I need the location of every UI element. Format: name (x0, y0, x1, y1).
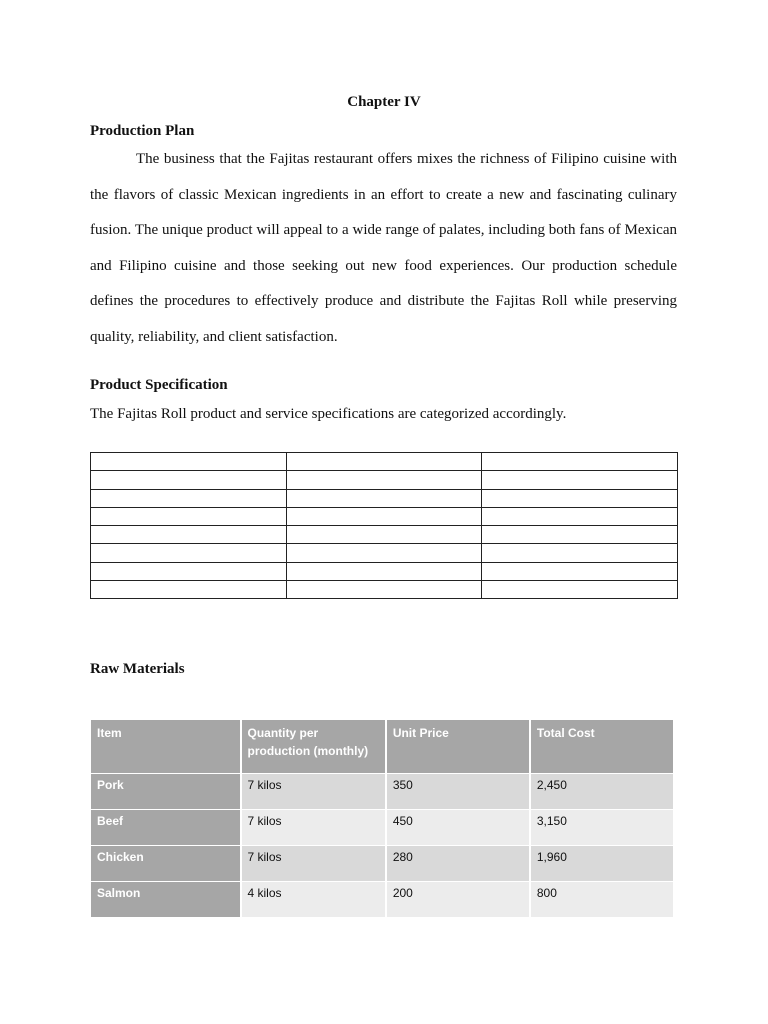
row-unit-price: 200 (387, 882, 529, 917)
chapter-title: Chapter IV (347, 94, 421, 110)
table-cell (286, 581, 482, 599)
table-cell (91, 526, 287, 544)
row-item-name: Beef (91, 810, 240, 845)
table-cell (286, 489, 482, 507)
table-cell (91, 489, 287, 507)
table-cell (286, 562, 482, 580)
table-row (91, 882, 673, 917)
column-header-quantity: Quantity per production (monthly) (242, 720, 385, 773)
table-row (91, 581, 678, 599)
table-row (91, 489, 678, 507)
table-cell (91, 562, 287, 580)
row-unit-price: 280 (387, 846, 529, 881)
table-cell (91, 453, 287, 471)
column-header-total-cost: Total Cost (531, 720, 673, 773)
production-plan-paragraph: The business that the Fajitas restaurant offers mixes the richness of Filipino cuisine with the flavors of classic Mexican ingredients in an effort to create a new and fascinating culinary fusion. The unique product will appeal to a wide range of palates, including both fans of Mexican and Filipino cuisine and those seeking out new food experiences. Our production schedule defines the procedures to effectively produce and distribute the Fajitas Roll while preserving quality, reliability, and client satisfaction. (90, 151, 677, 345)
column-header-unit-price: Unit Price (387, 720, 529, 773)
table-cell (482, 544, 678, 562)
table-cell (482, 581, 678, 599)
table-row (91, 544, 678, 562)
row-quantity: 7 kilos (242, 774, 385, 809)
table-cell (482, 526, 678, 544)
raw-materials-table (89, 719, 675, 918)
table-row (91, 453, 678, 471)
table-cell (91, 544, 287, 562)
table-cell (286, 544, 482, 562)
row-quantity: 7 kilos (242, 846, 385, 881)
row-item-name: Chicken (91, 846, 240, 881)
row-item-name: Pork (91, 774, 240, 809)
row-quantity: 7 kilos (242, 810, 385, 845)
table-cell (286, 471, 482, 489)
row-total-cost: 1,960 (531, 846, 673, 881)
table-cell (482, 471, 678, 489)
table-cell (286, 453, 482, 471)
table-row (91, 471, 678, 489)
table-row (91, 562, 678, 580)
table-row (91, 507, 678, 525)
row-quantity: 4 kilos (242, 882, 385, 917)
table-cell (91, 471, 287, 489)
table-row (91, 526, 678, 544)
table-cell (482, 489, 678, 507)
table-row (91, 774, 673, 809)
column-header-item: Item (91, 720, 240, 773)
table-row (91, 810, 673, 845)
product-specification-heading: Product Specification (90, 377, 228, 393)
table-cell (286, 507, 482, 525)
row-unit-price: 450 (387, 810, 529, 845)
row-total-cost: 3,150 (531, 810, 673, 845)
product-specification-intro: The Fajitas Roll product and service specifications are categorized accordingly. (90, 406, 567, 422)
raw-materials-heading: Raw Materials (90, 661, 185, 677)
table-header-row (91, 720, 673, 773)
specification-table (90, 452, 678, 599)
table-cell (482, 453, 678, 471)
row-total-cost: 2,450 (531, 774, 673, 809)
table-row (91, 846, 673, 881)
row-item-name: Salmon (91, 882, 240, 917)
production-plan-heading: Production Plan (90, 123, 195, 139)
row-total-cost: 800 (531, 882, 673, 917)
table-cell (482, 507, 678, 525)
table-cell (91, 581, 287, 599)
table-cell (91, 507, 287, 525)
table-cell (482, 562, 678, 580)
row-unit-price: 350 (387, 774, 529, 809)
table-cell (286, 526, 482, 544)
